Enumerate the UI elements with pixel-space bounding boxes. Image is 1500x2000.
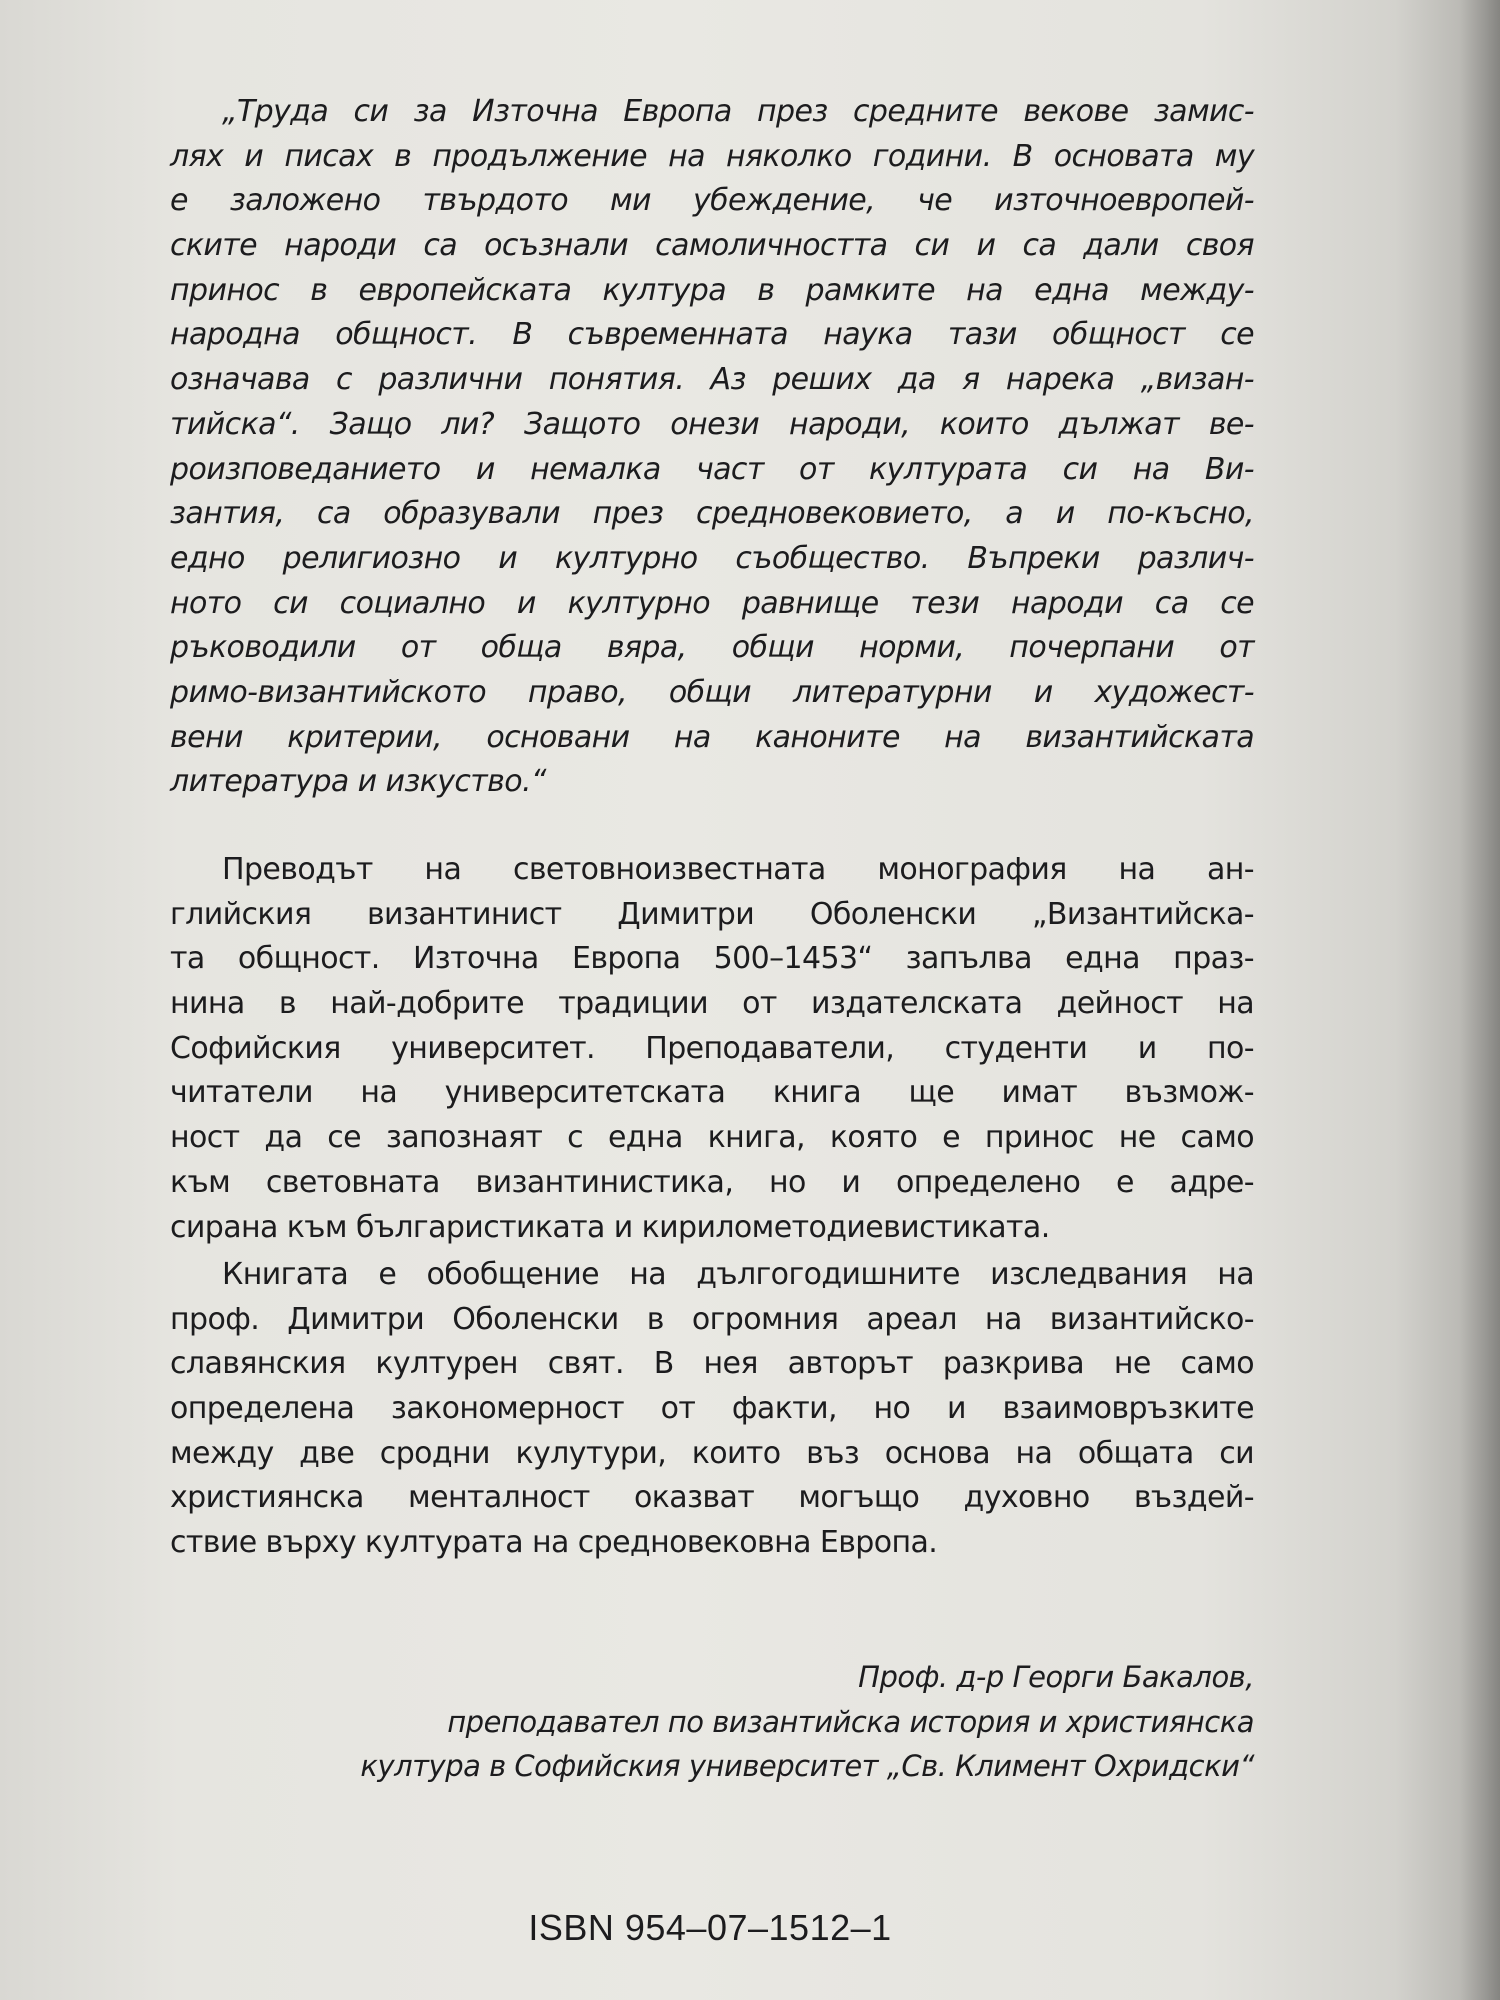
- text-line: принос в европейската култура в рамките на една между-: [170, 272, 1254, 308]
- text-line: към световната византинистика, но и определено е адре-: [170, 1164, 1254, 1200]
- reviewer-signature: [360, 1655, 1254, 1789]
- reviewer-title-line: култура в Софийския университет „Св. Климент Охридски“: [360, 1749, 1254, 1784]
- paragraph-summary: [170, 1253, 1254, 1566]
- text-line: християнска менталност оказват могъщо духовно въздей-: [170, 1480, 1254, 1516]
- text-line: между две сродни кулутури, които въз основа на общата си: [170, 1435, 1254, 1471]
- text-line: роизповеданието и немалка част от културата си на Ви-: [170, 451, 1254, 487]
- text-line: ност да се запознаят с една книга, която е принос не само: [170, 1120, 1254, 1156]
- text-line: ръководили от обща вяра, общи норми, почерпани от: [170, 630, 1254, 666]
- text-line: Софийския университет. Преподаватели, студенти и по-: [170, 1030, 1254, 1066]
- reviewer-name: Проф. д-р Георги Бакалов,: [858, 1660, 1254, 1694]
- text-line: глийския византинист Димитри Оболенски „Византийска-: [170, 896, 1254, 932]
- text-line: читатели на университетската книга ще имат възмож-: [170, 1075, 1254, 1111]
- isbn-number: ISBN 954–07–1512–1: [528, 1907, 892, 1948]
- text-line: ното си социално и културно равнище тези народи са се: [170, 585, 1254, 621]
- text-line: зантия, са образували през средновековието, а и по-късно,: [170, 496, 1254, 532]
- text-line: ските народи са осъзнали самоличността си и са дали своя: [170, 228, 1254, 264]
- text-line: едно религиозно и културно съобщество. Въпреки различ-: [170, 540, 1254, 576]
- text-line: вени критерии, основани на каноните на византийската: [170, 719, 1254, 755]
- text-line: литература и изкуство.“: [170, 764, 546, 800]
- paragraph-translation: [170, 848, 1254, 1250]
- text-line: народна общност. В съвременната наука тази общност се: [170, 317, 1254, 353]
- text-line: означава с различни понятия. Аз реших да я нарека „визан-: [170, 362, 1254, 398]
- text-line: ствие върху културата на средновековна Европа.: [170, 1525, 938, 1561]
- text-line: проф. Димитри Оболенски в огромния ареал на византийско-: [170, 1301, 1254, 1337]
- text-line: е заложено твърдото ми убеждение, че източноевропей-: [170, 183, 1254, 219]
- text-line: определена закономерност от факти, но и взаимовръзките: [170, 1391, 1254, 1427]
- text-line: Книгата е обобщение на дългогодишните изследвания на: [222, 1257, 1254, 1292]
- text-line: нина в най-добрите традиции от издателската дейност на: [170, 986, 1254, 1022]
- text-line: тийска“. Защо ли? Защото онези народи, които дължат ве-: [170, 406, 1254, 442]
- page-edge-shadow: [1460, 0, 1500, 2000]
- text-line: лях и писах в продължение на няколко години. В основата му: [170, 138, 1254, 174]
- text-line: Преводът на световноизвестната монография на ан-: [222, 852, 1254, 887]
- text-line: римо-византийското право, общи литературни и художест-: [170, 674, 1254, 710]
- text-line: славянския културен свят. В нея авторът разкрива не само: [170, 1346, 1254, 1382]
- author-quote: [170, 90, 1254, 805]
- text-line: „Труда си за Източна Европа през средните векове замис-: [222, 94, 1254, 129]
- text-line: та общност. Източна Европа 500–1453“ запълва една праз-: [170, 941, 1254, 977]
- text-line: сирана към българистиката и кирилометодиевистиката.: [170, 1209, 1050, 1245]
- reviewer-title-line: преподавател по византийска история и християнска: [447, 1704, 1254, 1739]
